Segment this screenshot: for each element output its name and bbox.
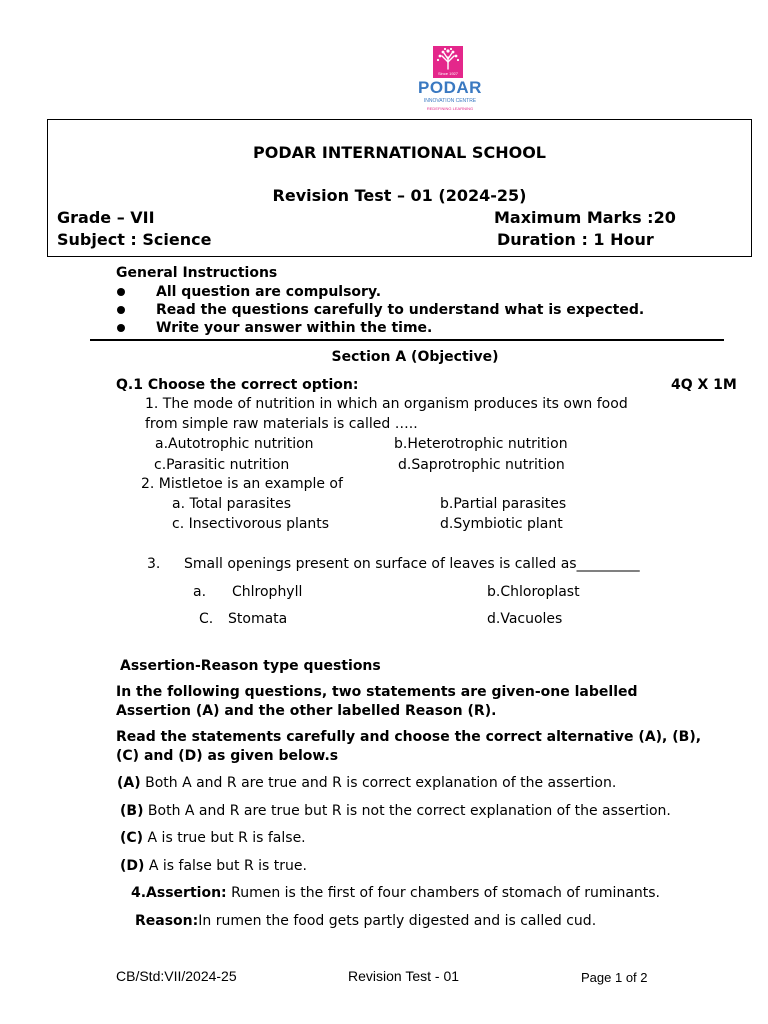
footer-test: Revision Test - 01 (348, 968, 460, 984)
q1-option-c: c.Parasitic nutrition (154, 457, 290, 473)
option-text: A is false but R is true. (144, 858, 307, 874)
option-key: (A) (117, 775, 141, 791)
option-key: (D) (120, 858, 145, 874)
q2-stem: 2. Mistletoe is an example of (141, 476, 343, 492)
q1-heading: Q.1 Choose the correct option: (116, 377, 359, 393)
q3-option-c-label: C. (199, 611, 214, 627)
section-title: Section A (Objective) (331, 349, 499, 365)
q1-option-d: d.Saprotrophic nutrition (398, 457, 565, 473)
q3-option-c: Stomata (228, 611, 288, 627)
bullet-icon (117, 288, 125, 296)
test-title: Revision Test – 01 (2024-25) (272, 186, 527, 205)
option-text: Both A and R are true and R is correct explanation of the assertion. (140, 775, 617, 791)
q3-option-b: b.Chloroplast (487, 584, 580, 600)
q2-option-a: a. Total parasites (172, 496, 292, 512)
q2-option-d: d.Symbiotic plant (440, 516, 563, 532)
q3-option-d: d.Vacuoles (487, 611, 563, 627)
bullet-icon (117, 324, 125, 332)
assertion-intro-line2: Assertion (A) and the other labelled Reason (R). (116, 703, 497, 719)
q4-assertion (131, 885, 660, 901)
logo-since: Since 1927 (437, 71, 458, 76)
q1-option-b: b.Heterotrophic nutrition (394, 436, 568, 452)
assertion-option-d (120, 858, 307, 874)
footer-page-number: Page 1 of 2 (581, 970, 648, 985)
assertion-option-a (117, 775, 616, 791)
school-name: PODAR INTERNATIONAL SCHOOL (253, 143, 546, 162)
footer-code: CB/Std:VII/2024-25 (116, 968, 237, 984)
subject: Subject : Science (57, 230, 212, 249)
section-divider (90, 339, 724, 341)
option-key: (B) (120, 803, 144, 819)
assertion-label: 4.Assertion: (131, 885, 227, 901)
q3-option-a-label: a. (193, 584, 207, 600)
logo-tagline: REDEFINING LEARNING (426, 106, 474, 111)
max-marks: Maximum Marks :20 (494, 208, 676, 227)
bullet-icon (117, 306, 125, 314)
q3-number: 3. (147, 556, 161, 572)
assertion-intro-line4: (C) and (D) as given below.s (116, 748, 339, 764)
reason-text: In rumen the food gets partly digested and is called cud. (198, 913, 597, 929)
q3-stem: Small openings present on surface of leaves is called as_________ (184, 556, 640, 572)
option-key: (C) (120, 830, 144, 846)
q3-option-a: Chlrophyll (232, 584, 303, 600)
reason-label: Reason: (135, 913, 199, 929)
grade: Grade – VII (57, 208, 155, 227)
instructions-heading: General Instructions (116, 265, 278, 281)
assertion-text: Rumen is the first of four chambers of stomach of ruminants. (226, 885, 660, 901)
q2-option-c: c. Insectivorous plants (172, 516, 330, 532)
assertion-intro-line1: In the following questions, two statements are given-one labelled (116, 684, 638, 700)
q2-option-b: b.Partial parasites (440, 496, 567, 512)
assertion-option-b (120, 803, 671, 819)
logo-subtitle: INNOVATION CENTRE (423, 98, 477, 104)
option-text: A is true but R is false. (143, 830, 306, 846)
assertion-heading: Assertion-Reason type questions (120, 658, 381, 674)
duration: Duration : 1 Hour (497, 230, 654, 249)
q1-option-a: a.Autotrophic nutrition (155, 436, 314, 452)
q1-stem-line1: 1. The mode of nutrition in which an organism produces its own food (145, 396, 628, 412)
instruction-item: All question are compulsory. (156, 284, 382, 300)
podar-logo (407, 46, 489, 118)
q1-marks: 4Q X 1M (671, 377, 737, 393)
instruction-item: Write your answer within the time. (156, 320, 433, 336)
q1-stem-line2: from simple raw materials is called ….. (145, 416, 418, 432)
assertion-option-c (120, 830, 306, 846)
instruction-item: Read the questions carefully to understand what is expected. (156, 302, 645, 318)
option-text: Both A and R are true but R is not the correct explanation of the assertion. (143, 803, 671, 819)
assertion-intro-line3: Read the statements carefully and choose the correct alternative (A), (B), (116, 729, 702, 745)
logo-wordmark: PODAR (418, 78, 482, 97)
q4-reason (135, 913, 596, 929)
